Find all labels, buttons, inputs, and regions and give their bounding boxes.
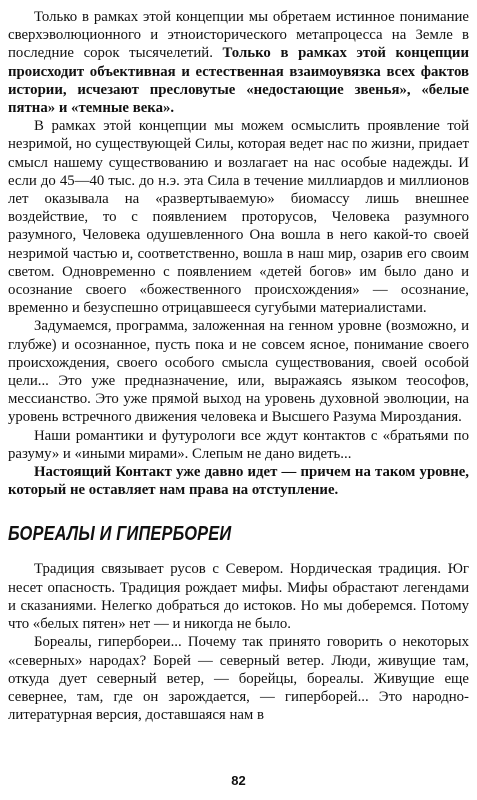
page-number: 82 (231, 773, 246, 788)
paragraph-concept-emphasis: Только в рамках этой концепции происходит объективная и естественная взаимоувязка всех фактов истории, исчезают пресловутые «недостающие звенья», «белые пятна» и «темные века». (8, 45, 469, 117)
paragraph-boreals: Бореалы, гипербореи... Почему так принято говорить о некоторых «северных» народах? Борей — северный ветер. Люди, живущие там, откуда дует северный ветер, — борейцы, бореалы. Живущие еще севернее, там, где он зарождается, — гиперборей... Это народно-литературная версия, доставшаяся нам в (8, 634, 469, 724)
paragraph-romantics: Наши романтики и футурологи все ждут контактов с «братьями по разуму» и «иными мирами». Слепым не дано видеть... (8, 427, 469, 462)
paragraph-concept (8, 8, 469, 117)
section-title: БОРЕАЛЫ И ГИПЕРБОРЕИ (8, 523, 232, 546)
paragraph-invisible-force: В рамках этой концепции мы можем осмыслить проявление той незримой, но существующей Силы, которая ведет нас по жизни, придает смысл нашему существованию и возлагает на нас особые надежды. И если до 45—40 тыс. до н.э. эта Сила в течение миллиардов и миллионов лет оказывала на «развертываемую» биомассу лишь внешнее воздействие, то с появлением проторусов, Человека разумного разумного, Человека одушевленного Она вошла в него какой-то своей незримой частью и, соответственно, вошла в наш мир, озарив его своим светом. Одновременно с появлением «детей богов» им было дано и осознание своего «божественного происхождения» — осознание, временно и безуспешно отрицавшееся сугубыми материалистами. (8, 118, 469, 317)
paragraph-tradition: Традиция связывает русов с Севером. Нордическая традиция. Юг несет опасность. Традиция рождает мифы. Мифы обрастают легендами и сказаниями. Нелегко добраться до истоков. Но мы доберемся. Потому что «белых пятен» нет — и никогда не было. (8, 561, 469, 633)
paragraph-genetic-program: Задумаемся, программа, заложенная на генном уровне (возможно, и глубже) и осознанное, пусть пока и не совсем ясное, понимание своего происхождения, своего особого смысла существования, своей особой цели... Это уже предназначение, или, выражаясь языком теософов, мессианство. Это уже прямой выход на уровень духовной эволюции, на уровень встречного движения человека и Высшего Разума Мироздания. (8, 318, 469, 426)
paragraph-concept-text: Только в рамках этой концепции мы обретаем истинное понимание сверхэволюционного и этноисторического метапроцесса на Земле в последние сорок тысячелетий. (8, 9, 469, 62)
paragraph-contact: Настоящий Контакт уже давно идет — причем на таком уровне, который не оставляет нам права на отступление. (8, 464, 469, 499)
